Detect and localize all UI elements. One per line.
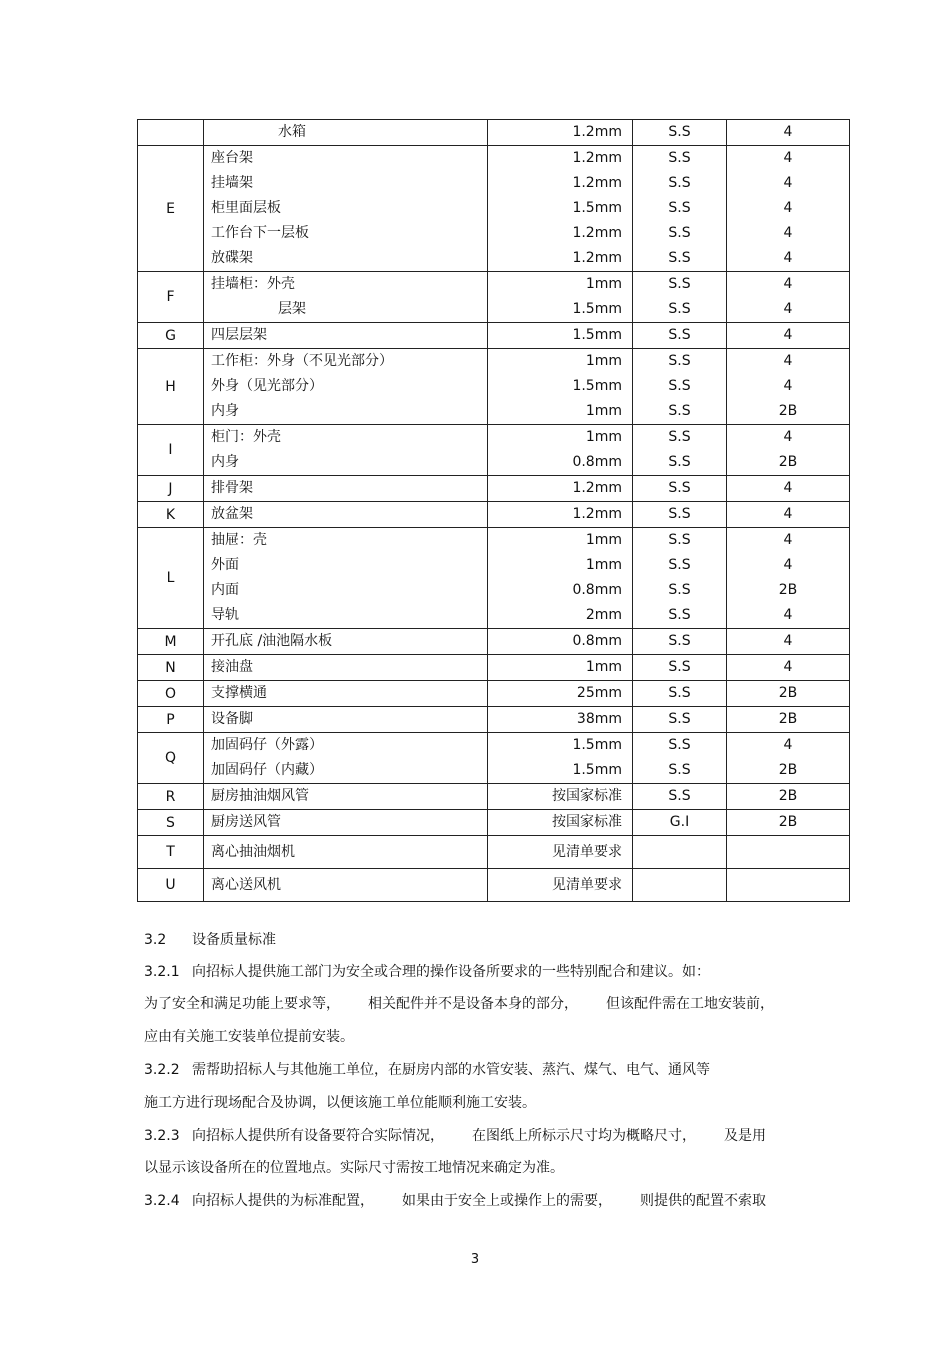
table-row [138,528,850,629]
grade-cell [727,836,850,869]
thickness-text: 1mm [585,353,622,369]
description-text: 导轨 [211,607,239,623]
thickness-text: 按国家标准 [552,788,622,804]
grade-text: 2B [778,762,798,778]
table-row [138,476,850,502]
section-heading [144,930,276,950]
description-cell [204,784,488,810]
description-cell [204,836,488,869]
thickness-text: 1.2mm [572,506,622,522]
material-text: S.S [668,711,691,727]
grade-text: 4 [783,378,793,394]
code-cell: S [138,810,204,836]
description-cell [204,810,488,836]
material-text: S.S [668,378,691,394]
description-text: 内身 [211,454,239,470]
description-text: 内面 [211,582,239,598]
table-row [138,425,850,476]
description-text: 四层层架 [211,327,267,343]
paragraph-3-2-3-line1 [144,1126,766,1146]
thickness-text: 1.5mm [572,737,622,753]
paragraph-text: 但该配件需在工地安装前， [606,996,774,1012]
code-cell: J [138,476,204,502]
equipment-spec-table [137,119,850,902]
grade-cell [727,784,850,810]
code-cell: G [138,323,204,349]
thickness-text: 1.5mm [572,301,622,317]
thickness-cell [488,425,633,476]
material-cell [633,836,727,869]
description-text: 放碟架 [211,250,253,266]
table-row [138,681,850,707]
thickness-cell [488,810,633,836]
thickness-text: 1mm [585,429,622,445]
table-row [138,146,850,272]
thickness-cell [488,502,633,528]
description-cell [204,733,488,784]
material-cell [633,146,727,272]
description-text: 加固码仔（内藏） [211,762,323,778]
grade-cell [727,655,850,681]
description-text: 柜门：外壳 [211,429,281,445]
thickness-text: 1mm [585,557,622,573]
paragraph-3-2-2-line1 [144,1060,710,1080]
thickness-cell [488,629,633,655]
thickness-text: 25mm [576,685,622,701]
material-text: S.S [668,788,691,804]
paragraph-3-2-1-line1 [144,962,710,982]
material-text: S.S [668,506,691,522]
paragraph-text: 在图纸上所标示尺寸均为概略尺寸， [472,1128,696,1144]
material-cell [633,476,727,502]
material-text: S.S [668,557,691,573]
grade-text [727,869,849,901]
grade-cell [727,502,850,528]
description-text: 柜里面层板 [211,200,281,216]
material-text: S.S [668,124,691,140]
thickness-text: 1mm [585,276,622,292]
grade-text: 4 [783,633,793,649]
thickness-text: 1.5mm [572,762,622,778]
material-text: S.S [668,403,691,419]
thickness-text: 按国家标准 [552,814,622,830]
thickness-text: 38mm [576,711,622,727]
thickness-text: 1.5mm [572,200,622,216]
material-cell [633,655,727,681]
material-text: S.S [668,200,691,216]
description-cell [204,502,488,528]
table-row [138,120,850,146]
paragraph-text: 需帮助招标人与其他施工单位，在厨房内部的水管安装、蒸汽、煤气、电气、通风等 [192,1062,710,1078]
material-text [633,836,726,868]
code-cell: T [138,836,204,869]
thickness-text: 1.2mm [572,480,622,496]
material-text: S.S [668,582,691,598]
paragraph-3-2-4-line1 [144,1191,766,1211]
material-text: S.S [668,762,691,778]
description-cell [204,629,488,655]
thickness-cell [488,707,633,733]
grade-text: 4 [783,506,793,522]
description-cell [204,869,488,902]
material-cell [633,733,727,784]
material-text: S.S [668,327,691,343]
section-heading-number: 3.2 [144,932,167,948]
description-text: 外面 [211,557,239,573]
material-cell [633,810,727,836]
grade-text: 4 [783,150,793,166]
material-cell [633,784,727,810]
material-text: S.S [668,454,691,470]
material-cell [633,681,727,707]
code-cell: H [138,349,204,425]
thickness-text: 见清单要求 [552,844,622,860]
spec-table-body [138,120,850,902]
paragraph-text: 施工方进行现场配合及协调，以便该施工单位能顺利施工安装。 [144,1095,536,1111]
code-cell: Q [138,733,204,784]
description-cell [204,655,488,681]
material-cell [633,869,727,902]
table-row [138,502,850,528]
paragraph-number: 3.2.4 [144,1193,180,1209]
thickness-cell [488,272,633,323]
paragraph-text: 如果由于安全上或操作上的需要， [402,1193,612,1209]
paragraph-number: 3.2.2 [144,1062,180,1078]
code-cell: I [138,425,204,476]
description-cell [204,528,488,629]
description-text: 放盆架 [211,506,253,522]
grade-text: 4 [783,353,793,369]
material-cell [633,425,727,476]
grade-text: 2B [778,454,798,470]
material-cell [633,272,727,323]
description-text: 支撑横通 [211,685,267,701]
code-cell: F [138,272,204,323]
description-text: 水箱 [278,124,306,140]
grade-cell [727,425,850,476]
description-text: 抽屉：壳 [211,532,267,548]
thickness-cell [488,120,633,146]
table-row [138,272,850,323]
description-text: 内身 [211,403,239,419]
code-cell: N [138,655,204,681]
description-text: 开孔底 /油池隔水板 [211,633,333,649]
thickness-cell [488,784,633,810]
material-cell [633,502,727,528]
description-cell [204,272,488,323]
material-cell [633,120,727,146]
material-text: S.S [668,685,691,701]
description-text: 挂墙柜：外壳 [211,276,295,292]
description-text: 接油盘 [211,659,253,675]
thickness-text: 1.2mm [572,250,622,266]
grade-text [727,836,849,868]
material-text: S.S [668,250,691,266]
material-text: S.S [668,480,691,496]
grade-text: 4 [783,532,793,548]
grade-text: 4 [783,276,793,292]
grade-text: 4 [783,301,793,317]
description-cell [204,146,488,272]
grade-cell [727,707,850,733]
thickness-text: 见清单要求 [552,877,622,893]
description-text: 挂墙架 [211,175,253,191]
description-text: 工作柜：外身（不见光部分） [211,353,393,369]
grade-cell [727,629,850,655]
thickness-cell [488,869,633,902]
description-text: 离心送风机 [211,877,281,893]
grade-text: 4 [783,124,793,140]
material-text: S.S [668,150,691,166]
code-cell [138,120,204,146]
material-text: S.S [668,737,691,753]
thickness-cell [488,528,633,629]
grade-cell [727,349,850,425]
description-text: 厨房送风管 [211,814,281,830]
thickness-text: 1.5mm [572,327,622,343]
grade-text: 2B [778,685,798,701]
paragraph-number: 3.2.3 [144,1128,180,1144]
thickness-text: 1mm [585,403,622,419]
section-heading-title: 设备质量标准 [192,932,276,948]
description-cell [204,707,488,733]
grade-text: 4 [783,557,793,573]
code-cell: M [138,629,204,655]
thickness-text: 0.8mm [572,633,622,649]
paragraph-text: 相关配件并不是设备本身的部分， [368,996,578,1012]
description-text: 厨房抽油烟风管 [211,788,309,804]
material-text: S.S [668,429,691,445]
code-cell: E [138,146,204,272]
grade-cell [727,681,850,707]
grade-text: 4 [783,225,793,241]
code-cell: P [138,707,204,733]
description-text: 座台架 [211,150,253,166]
thickness-cell [488,476,633,502]
material-text: G.I [669,814,690,830]
grade-cell [727,733,850,784]
table-row [138,629,850,655]
table-row [138,784,850,810]
grade-text: 4 [783,327,793,343]
description-text: 离心抽油烟机 [211,844,295,860]
paragraph-3-2-1-line2 [144,994,774,1014]
grade-cell [727,272,850,323]
paragraph-text: 向招标人提供的为标准配置， [192,1193,374,1209]
grade-text: 4 [783,250,793,266]
thickness-text: 1.2mm [572,124,622,140]
thickness-cell [488,349,633,425]
grade-text: 2B [778,711,798,727]
grade-text: 2B [778,788,798,804]
material-text: S.S [668,532,691,548]
code-cell: U [138,869,204,902]
material-text: S.S [668,659,691,675]
grade-text: 4 [783,607,793,623]
paragraph-text: 及是用 [724,1128,766,1144]
paragraph-number: 3.2.1 [144,964,180,980]
paragraph-text: 向招标人提供所有设备要符合实际情况， [192,1128,444,1144]
thickness-cell [488,733,633,784]
code-cell: L [138,528,204,629]
grade-cell [727,528,850,629]
thickness-cell [488,681,633,707]
thickness-text: 1mm [585,532,622,548]
thickness-text: 1.2mm [572,175,622,191]
thickness-cell [488,146,633,272]
grade-cell [727,476,850,502]
paragraph-3-2-1-line3 [144,1027,354,1047]
paragraph-3-2-2-line2 [144,1093,536,1113]
grade-cell [727,323,850,349]
material-text: S.S [668,633,691,649]
description-text: 工作台下一层板 [211,225,309,241]
description-cell [204,120,488,146]
grade-text: 4 [783,737,793,753]
table-row [138,836,850,869]
thickness-cell [488,323,633,349]
grade-text: 4 [783,659,793,675]
table-row [138,349,850,425]
thickness-text: 1.2mm [572,150,622,166]
description-cell [204,425,488,476]
table-row [138,323,850,349]
table-row [138,655,850,681]
description-cell [204,349,488,425]
code-cell: R [138,784,204,810]
material-cell [633,323,727,349]
material-text: S.S [668,276,691,292]
thickness-text: 2mm [585,607,622,623]
thickness-text: 0.8mm [572,454,622,470]
code-cell: K [138,502,204,528]
grade-cell [727,810,850,836]
table-row [138,869,850,902]
table-row [138,733,850,784]
paragraph-text: 向招标人提供施工部门为安全或合理的操作设备所要求的一些特别配合和建议。如： [192,964,710,980]
thickness-cell [488,655,633,681]
description-cell [204,323,488,349]
material-text: S.S [668,175,691,191]
description-text: 设备脚 [211,711,253,727]
paragraph-text: 应由有关施工安装单位提前安装。 [144,1029,354,1045]
grade-text: 2B [778,814,798,830]
table-row [138,810,850,836]
page-number: 3 [470,1252,480,1267]
code-cell: O [138,681,204,707]
thickness-text: 0.8mm [572,582,622,598]
grade-text: 4 [783,175,793,191]
paragraph-3-2-3-line2 [144,1158,564,1178]
material-text [633,869,726,901]
grade-text: 2B [778,582,798,598]
material-text: S.S [668,225,691,241]
grade-text: 2B [778,403,798,419]
grade-cell [727,120,850,146]
description-cell [204,476,488,502]
grade-text: 4 [783,480,793,496]
grade-text: 4 [783,200,793,216]
material-cell [633,349,727,425]
thickness-text: 1.2mm [572,225,622,241]
thickness-text: 1.5mm [572,378,622,394]
grade-cell [727,869,850,902]
paragraph-text: 为了安全和满足功能上要求等， [144,996,340,1012]
description-text: 层架 [278,301,306,317]
description-text: 加固码仔（外露） [211,737,323,753]
material-cell [633,629,727,655]
material-cell [633,707,727,733]
material-text: S.S [668,353,691,369]
grade-cell [727,146,850,272]
paragraph-text: 以显示该设备所在的位置地点。实际尺寸需按工地情况来确定为准。 [144,1160,564,1176]
description-cell [204,681,488,707]
material-text: S.S [668,607,691,623]
grade-text: 4 [783,429,793,445]
material-cell [633,528,727,629]
thickness-cell [488,836,633,869]
table-row [138,707,850,733]
description-text: 外身（见光部分） [211,378,323,394]
description-text: 排骨架 [211,480,253,496]
material-text: S.S [668,301,691,317]
thickness-text: 1mm [585,659,622,675]
paragraph-text: 则提供的配置不索取 [640,1193,766,1209]
